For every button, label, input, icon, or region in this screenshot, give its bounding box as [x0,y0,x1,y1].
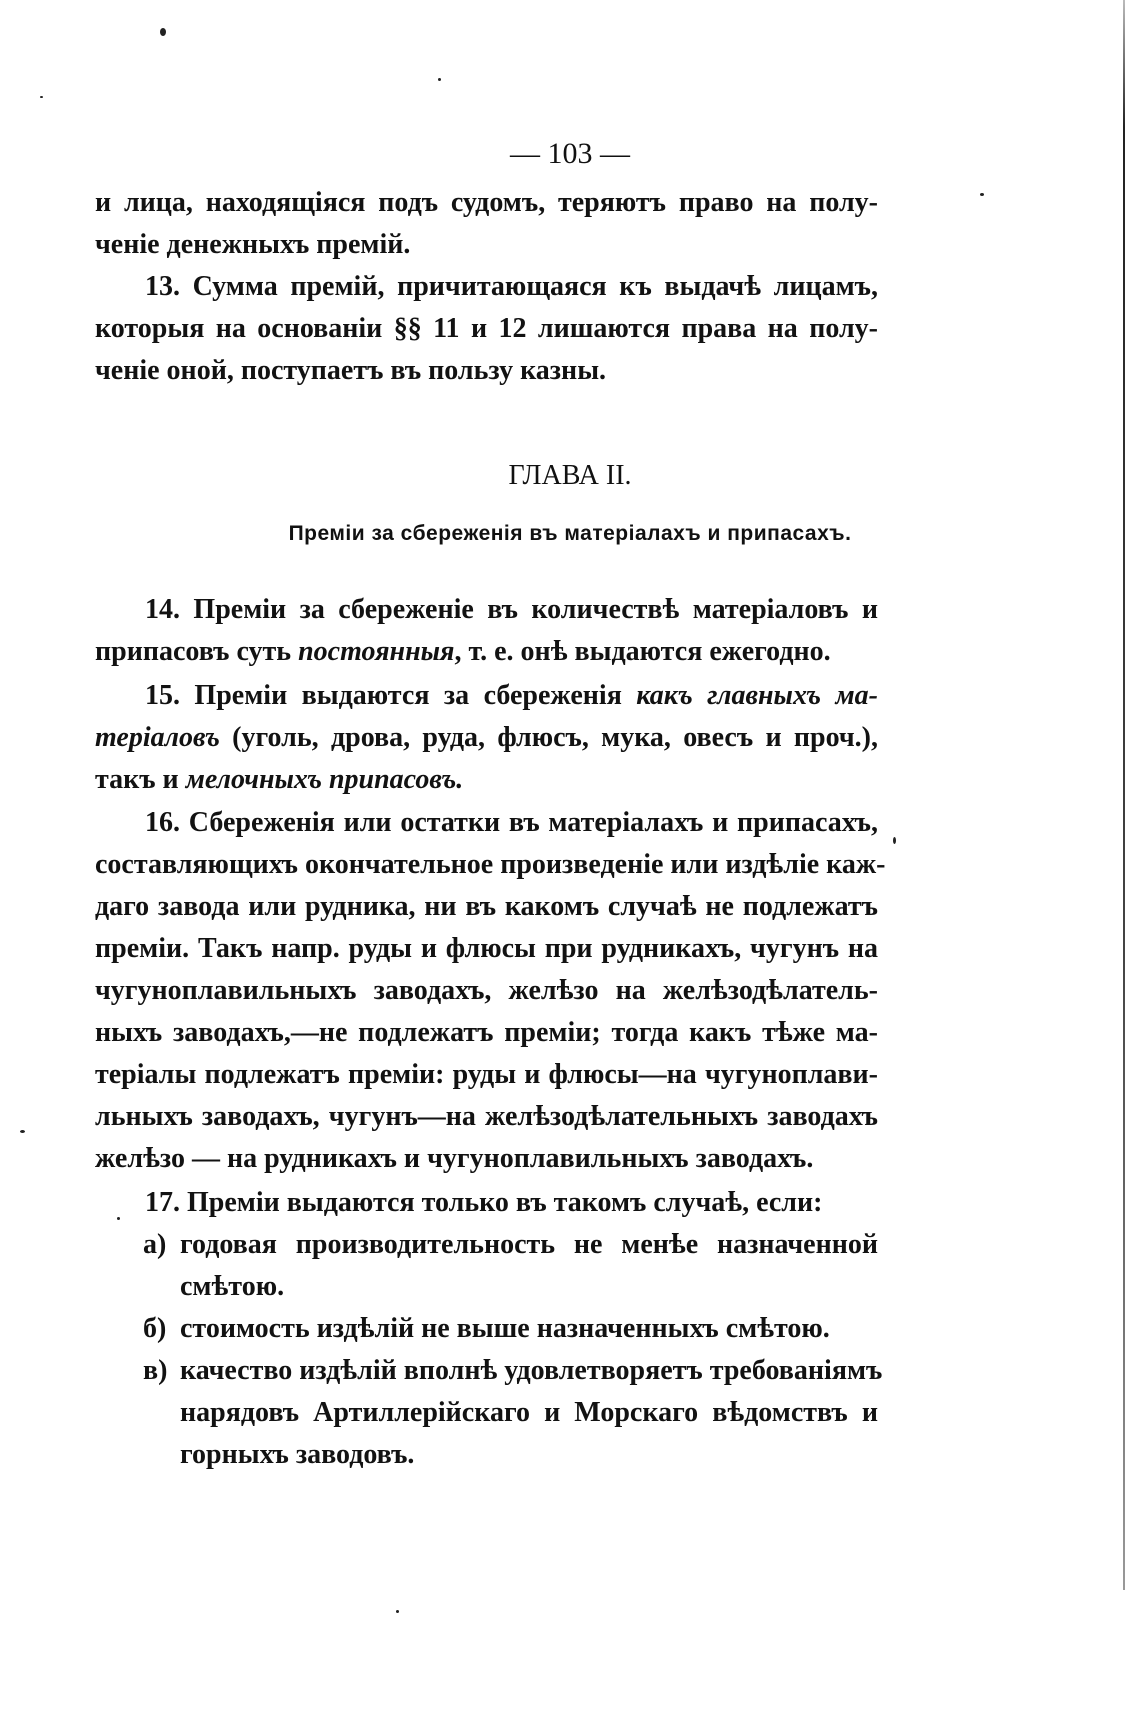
text-line: смѣтою. [180,1271,285,1302]
text-line: даго завода или рудника, ни въ какомъ случаѣ не подлежатъ [95,891,878,922]
italic-run: постоянныя [298,636,455,667]
text-line: ченіе оной, поступаетъ въ пользу казны. [95,355,607,386]
text-line: ченіе денежныхъ премій. [95,229,411,260]
italic-run: мелочныхъ припасовъ. [185,764,464,795]
text-line: теріалы подлежатъ преміи: руды и флюсы—на чугуноплави- [95,1059,878,1090]
list-marker: в) [143,1355,168,1386]
chapter-heading: ГЛАВА II. [508,460,632,491]
section-14-paragraph [95,589,878,673]
text-line: преміи. Такъ напр. руды и флюсы при рудникахъ, чугунъ на [95,933,878,964]
text-line: горныхъ заводовъ. [180,1439,415,1470]
text-line: годовая производительность не менѣе назначенной [180,1229,878,1260]
list-item [95,1224,878,1308]
section-15-paragraph [95,675,878,801]
text-line: чугуноплавильныхъ заводахъ, желѣзо на желѣзодѣлатель- [95,975,878,1006]
ink-speck [40,96,43,98]
text-run: такъ и [95,764,186,795]
text-line [95,631,878,673]
ink-speck [396,1610,399,1613]
section-13-paragraph [95,266,878,392]
text-line: 13. Сумма премій, причитающаяся къ выдачѣ лицамъ, [145,271,878,302]
chapter-subtitle: Преміи за сбереженія въ матеріалахъ и припасахъ. [288,522,852,545]
text-line: 14. Преміи за сбереженіе въ количествѣ матеріаловъ и [145,594,878,625]
list-item [95,1350,883,1476]
text-line: и лица, находящіяся подъ судомъ, теряютъ право на полу- [95,187,878,218]
ink-speck [438,78,441,81]
text-line: желѣзо — на рудникахъ и чугуноплавильныхъ заводахъ. [95,1143,814,1174]
section-17-paragraph [95,1182,883,1476]
text-line: 17. Преміи выдаются только въ такомъ случаѣ, если: [145,1187,823,1218]
ink-speck [20,1130,25,1133]
text-line [95,717,878,759]
text-run: (уголь, дрова, руда, флюсъ, мука, овесъ и проч.), [219,722,878,753]
list-marker: а) [143,1229,167,1260]
list-marker: б) [143,1313,167,1344]
page-edge-shadow [1123,0,1125,1590]
section-16-paragraph [95,802,886,1180]
italic-run: какъ главныхъ ма- [636,680,878,711]
text-line: стоимость издѣлій не выше назначенныхъ смѣтою. [180,1313,830,1344]
text-run: 15. Преміи выдаются за сбереженія [145,680,637,711]
text-line: льныхъ заводахъ, чугунъ—на желѣзодѣлательныхъ заводахъ [95,1101,878,1132]
text-line: которыя на основаніи §§ 11 и 12 лишаются права на полу- [95,313,878,344]
text-line [95,759,878,801]
text-line: ныхъ заводахъ,—не подлежатъ преміи; тогда какъ тѣже ма- [95,1017,878,1048]
page-number: — 103 — [510,137,630,170]
ink-speck [980,193,984,196]
text-line: качество издѣлій вполнѣ удовлетворяетъ требованіямъ [180,1355,883,1386]
text-run: , т. е. онѣ выдаются ежегодно. [454,636,831,667]
text-line [95,675,878,717]
ink-speck [160,28,166,36]
list-item [95,1308,878,1350]
text-line: 16. Сбереженія или остатки въ матеріалахъ и припасахъ, [145,807,878,838]
text-line: нарядовъ Артиллерійскаго и Морскаго вѣдомствъ и [180,1397,878,1428]
italic-run: теріаловъ [95,722,220,753]
text-run: припасовъ суть [95,636,299,667]
ink-speck [893,837,896,844]
text-line: составляющихъ окончательное произведеніе или издѣліе каж- [95,849,886,880]
top-paragraph [95,182,878,266]
